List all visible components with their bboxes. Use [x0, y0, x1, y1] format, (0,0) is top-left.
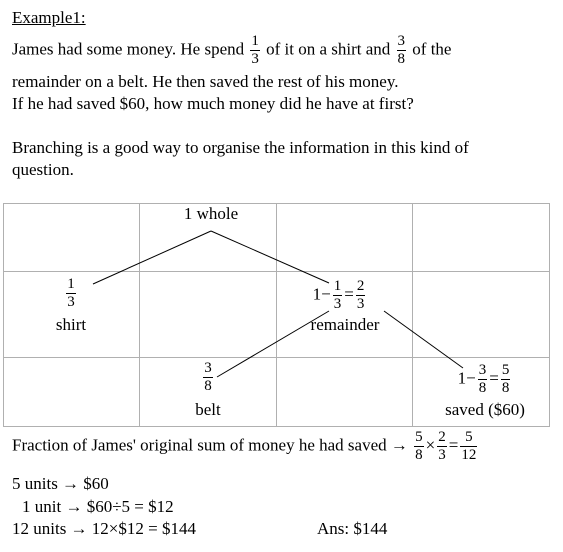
fraction-line: Fraction of James' original sum of money he had saved → $\frac{5}{8}$ × $\frac{2}{3}$ = $\frac{5}{12}$: [12, 429, 477, 463]
branching-diagram: [3, 203, 550, 427]
remainder-label: remainder: [310, 315, 380, 334]
shirt-node: [41, 277, 101, 310]
saved-node: 1− $\frac{3}{8}$ = $\frac{5}{8}$: [457, 362, 510, 396]
fraction-three-eighths: $\frac{3}{8}$: [397, 33, 406, 67]
fraction-two-thirds: $\frac{2}{3}$: [438, 429, 446, 463]
problem-text-c: of the: [412, 39, 452, 59]
fraction-line-text: Fraction of James' original sum of money he had saved →: [12, 435, 408, 455]
problem-text-a: James had some money. He spend: [12, 39, 245, 59]
shirt-fraction: $\frac{1}{3}$: [67, 276, 75, 310]
working-line-2: 1 unit → $60÷5 = $12: [22, 497, 174, 516]
saved-fraction-b: $\frac{5}{8}$: [501, 362, 510, 396]
problem-line-2: remainder on a belt. He then saved the rest of his money.: [12, 72, 399, 91]
remainder-node: 1− $\frac{1}{3}$ = $\frac{2}{3}$: [312, 278, 365, 312]
branch-remainder-saved: [384, 311, 463, 368]
intro-line-2: question.: [12, 160, 74, 179]
saved-fraction-a: $\frac{3}{8}$: [478, 362, 487, 396]
problem-text-b: of it on a shirt and: [266, 39, 391, 59]
working-line-3: 12 units → 12×$12 = $144: [12, 519, 196, 538]
root-label: 1 whole: [183, 204, 239, 223]
belt-label: belt: [195, 400, 221, 419]
working-line-1: 5 units → $60: [12, 474, 109, 493]
saved-label: saved ($60): [445, 400, 525, 419]
remainder-fraction-a: $\frac{1}{3}$: [333, 278, 342, 312]
example-heading: Example1:: [12, 8, 86, 27]
fraction-five-twelfths: $\frac{5}{12}$: [461, 429, 477, 463]
belt-fraction: $\frac{3}{8}$: [204, 360, 212, 394]
answer: Ans: $144: [317, 519, 388, 538]
remainder-fraction-b: $\frac{2}{3}$: [356, 278, 365, 312]
fraction-one-third: $\frac{1}{3}$: [251, 33, 259, 67]
problem-line-3: If he had saved $60, how much money did he have at first?: [12, 94, 414, 113]
intro-line-1: Branching is a good way to organise the information in this kind of: [12, 138, 469, 157]
belt-node: [178, 361, 238, 394]
problem-line-1: [12, 34, 451, 67]
shirt-label: shirt: [55, 315, 87, 334]
fraction-five-eighths: $\frac{5}{8}$: [415, 429, 423, 463]
branch-root-shirt: [93, 231, 211, 284]
branch-root-remainder: [211, 231, 329, 283]
